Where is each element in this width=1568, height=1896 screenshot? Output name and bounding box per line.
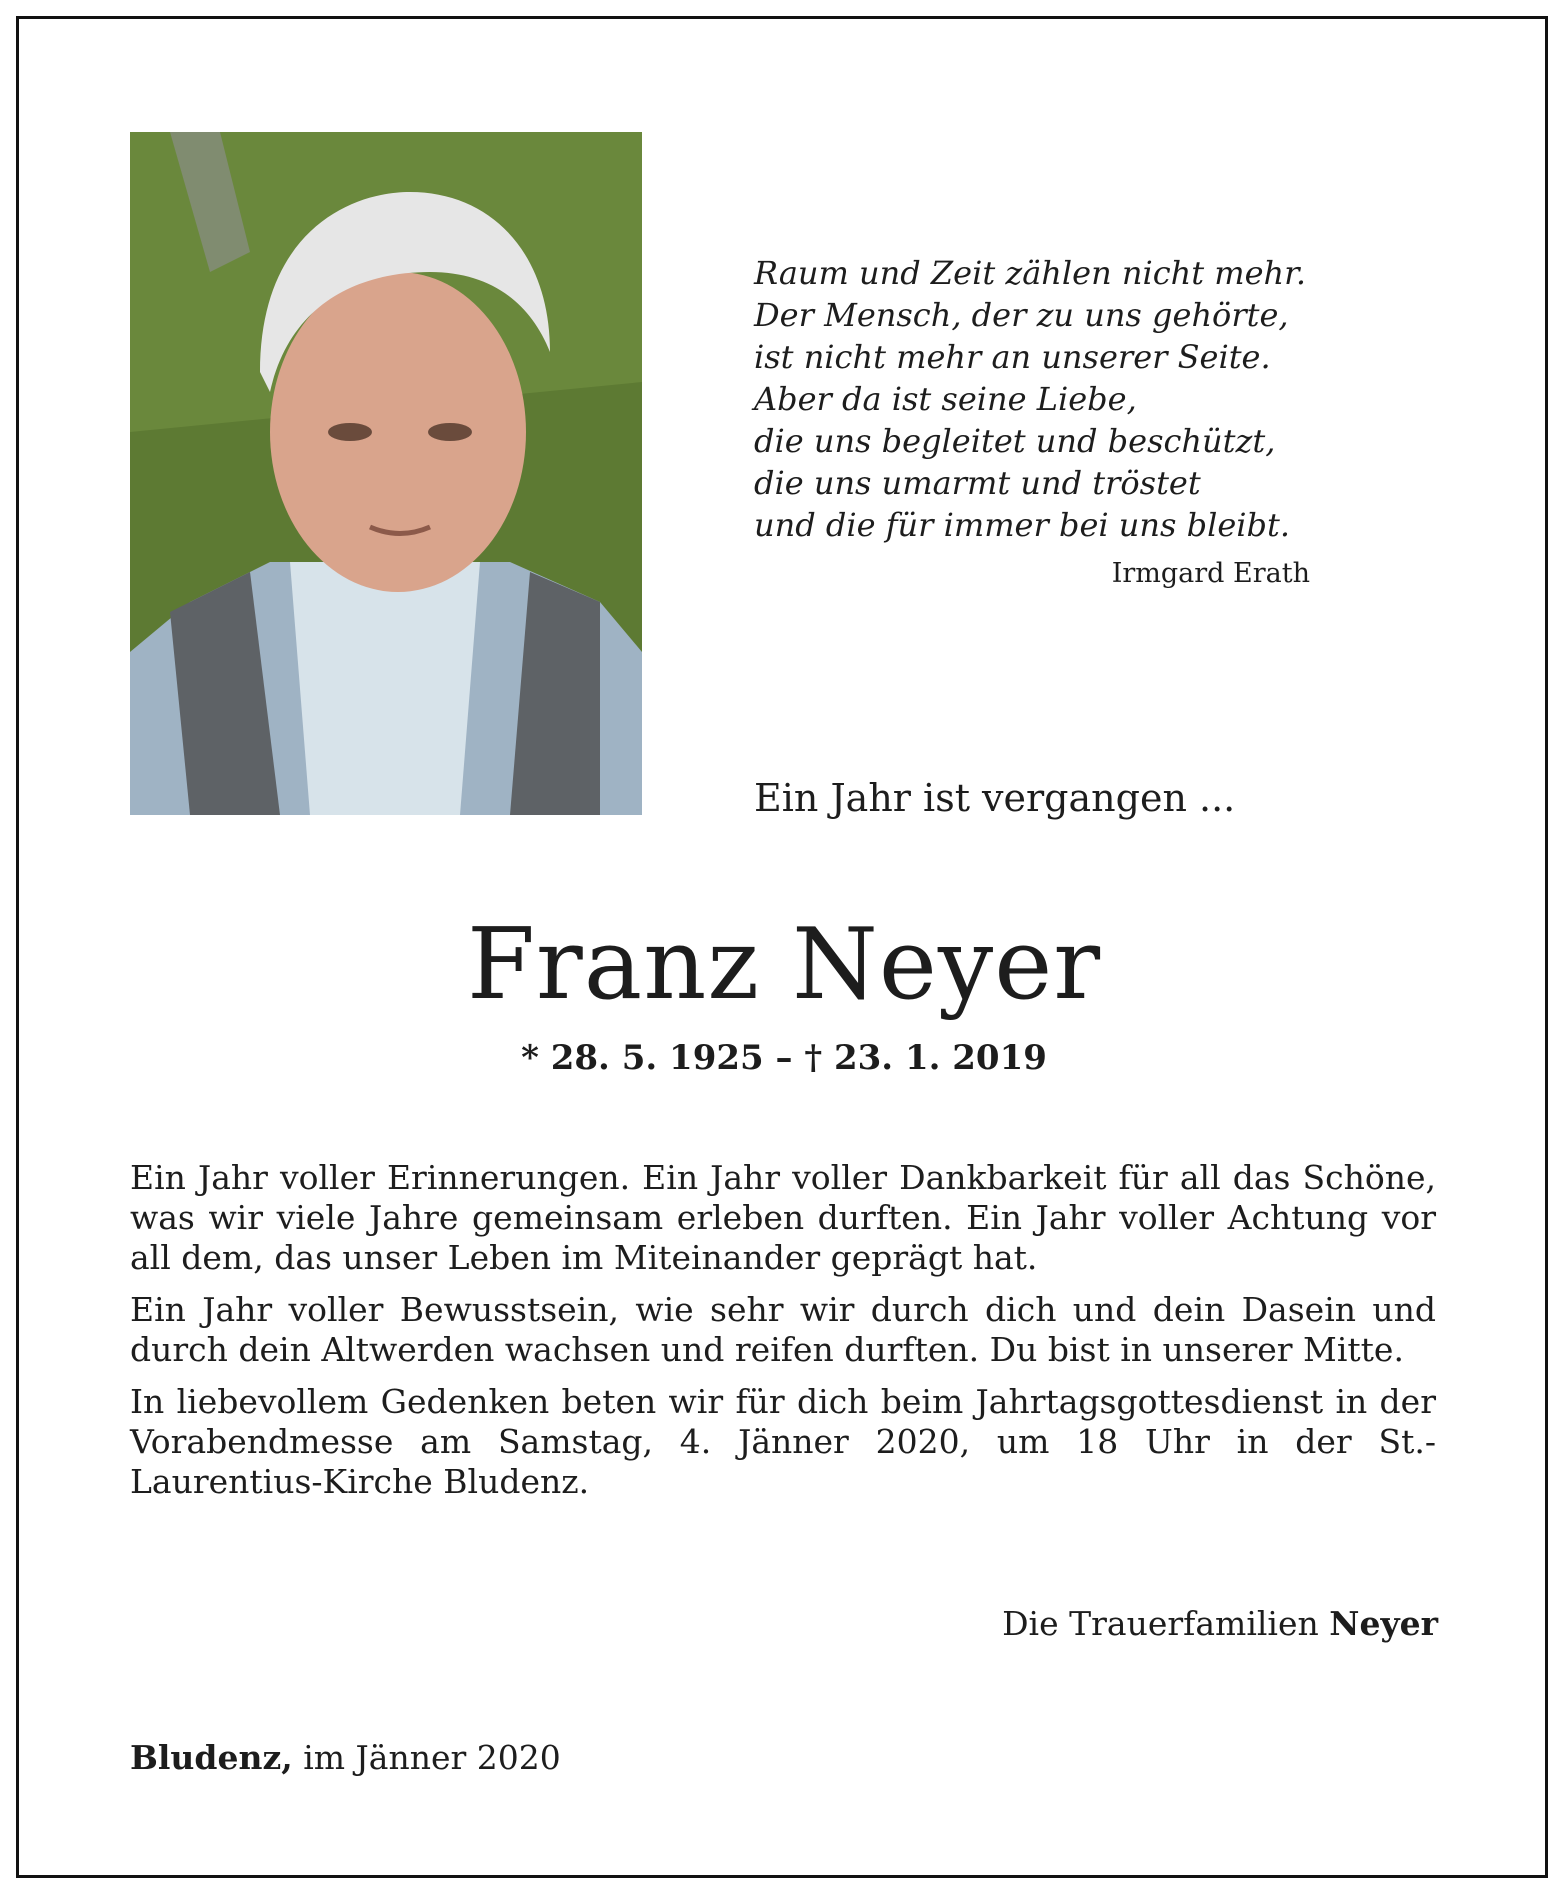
place-and-date bbox=[130, 1738, 561, 1777]
poem-line: Der Mensch, der zu uns gehörte, bbox=[754, 296, 1289, 334]
portrait-photo bbox=[130, 132, 642, 815]
signature bbox=[1002, 1604, 1438, 1643]
poem bbox=[754, 252, 1374, 546]
poem-line: die uns begleitet und beschützt, bbox=[754, 422, 1276, 460]
deceased-name: Franz Neyer bbox=[466, 908, 1102, 1022]
poem-line: und die für immer bei uns bleibt. bbox=[754, 506, 1290, 544]
paragraph: In liebevollem Gedenken beten wir für dich beim Jahrtagsgottesdienst in der Vorabendmesse am Samstag, 4. Jänner 2020, um 18 Uhr in der St.-Laurentius-Kirche Bludenz. bbox=[130, 1382, 1436, 1501]
paragraph: Ein Jahr voller Erinnerungen. Ein Jahr voller Dankbarkeit für all das Schöne, was wir viele Jahre gemeinsam erleben durften. Ein Jahr voller Achtung vor all dem, das unser Leben im Miteinander geprägt hat. bbox=[130, 1158, 1436, 1277]
signature-family: Neyer bbox=[1329, 1604, 1438, 1643]
poem-line: die uns umarmt und tröstet bbox=[754, 464, 1201, 502]
place-city: Bludenz, bbox=[130, 1738, 293, 1777]
poem-line: ist nicht mehr an unserer Seite. bbox=[754, 338, 1271, 376]
poem-author: Irmgard Erath bbox=[1111, 558, 1310, 589]
body-text bbox=[130, 1158, 1436, 1514]
signature-prefix: Die Trauerfamilien bbox=[1002, 1604, 1319, 1643]
subtitle: Ein Jahr ist vergangen ... bbox=[754, 776, 1236, 820]
poem-line: Raum und Zeit zählen nicht mehr. bbox=[754, 254, 1307, 292]
paragraph: Ein Jahr voller Bewusstsein, wie sehr wir durch dich und dein Dasein und durch dein Altwerden wachsen und reifen durften. Du bist in unserer Mitte. bbox=[130, 1290, 1436, 1369]
life-dates: * 28. 5. 1925 – † 23. 1. 2019 bbox=[521, 1038, 1047, 1078]
poem-line: Aber da ist seine Liebe, bbox=[754, 380, 1137, 418]
place-date: im Jänner 2020 bbox=[303, 1738, 561, 1777]
